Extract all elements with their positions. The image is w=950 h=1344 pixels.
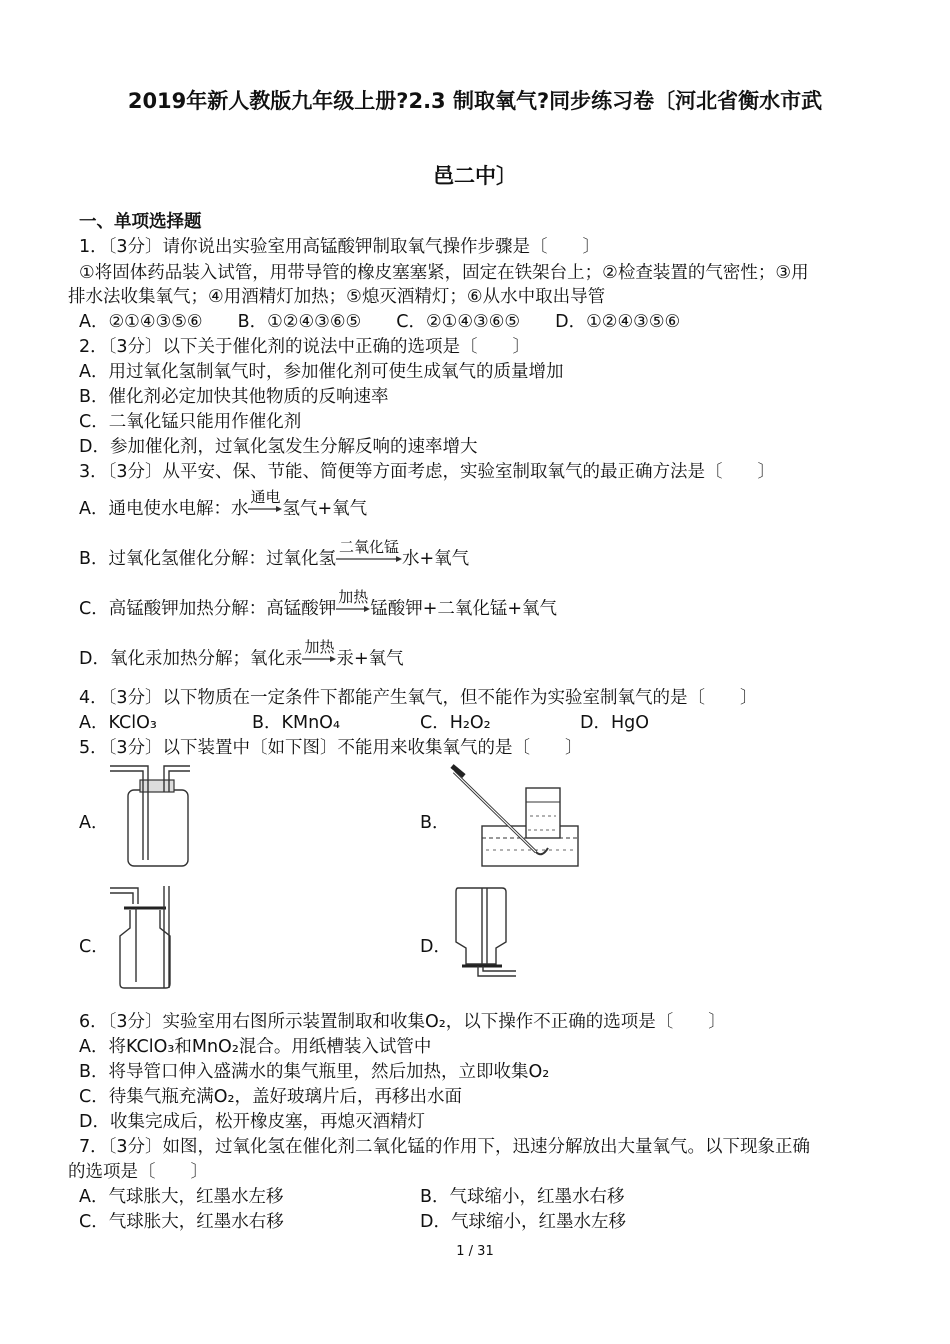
inverted-bottle-figure-d (452, 884, 518, 990)
section-heading: 一、单项选择题 (79, 212, 202, 232)
q3-c-reactant: C．高锰酸钾加热分解：高锰酸钾 (79, 599, 337, 619)
q5-option-c-label: C． (79, 937, 109, 957)
q2-option-d: D．参加催化剂，过氧化氢发生分解反响的速率增大 (79, 437, 478, 457)
q7-option-a: A．气球胀大，红墨水左移 (79, 1187, 284, 1207)
q7-option-c: C．气球胀大，红墨水右移 (79, 1212, 284, 1232)
q5-option-a-label: A． (79, 813, 109, 833)
reaction-arrow (302, 638, 336, 662)
q3-c-condition: 加热 (338, 588, 369, 606)
q6-text: 6．〔3分〕实验室用右图所示装置制取和收集O₂，以下操作不正确的选项是〔 〕 (79, 1012, 726, 1032)
reaction-arrow (336, 588, 370, 612)
q1-stem-b: 排水法收集氧气；④用酒精灯加热；⑤熄灭酒精灯；⑥从水中取出导管 (68, 287, 606, 307)
q3-option-a (79, 488, 368, 520)
q2-text: 2．〔3分〕以下关于催化剂的说法中正确的选项是〔 〕 (79, 337, 531, 357)
q1-text: 1．〔3分〕请你说出实验室用高锰酸钾制取氧气操作步骤是〔 〕 (79, 237, 601, 257)
q1-stem-a: ①将固体药品装入试管，用带导管的橡皮塞塞紧，固定在铁架台上；②检查装置的气密性；③用 (79, 263, 809, 283)
page-number: 1 / 31 (456, 1244, 494, 1259)
q4-option-a: A．KClO₃ (79, 713, 157, 733)
q4-option-c: C．H₂O₂ (420, 713, 491, 733)
q6-option-a: A．将KClO₃和MnO₂混合。用纸槽装入试管中 (79, 1037, 432, 1057)
gas-bottle-figure-c (108, 884, 174, 990)
q4-option-d: D．HgO (580, 713, 650, 733)
q3-c-product: 锰酸钾+二氧化锰+氧气 (370, 599, 558, 619)
q3-b-reactant: B．过氧化氢催化分解：过氧化氢 (79, 549, 337, 569)
q7-text-a: 7．〔3分〕如图，过氧化氢在催化剂二氧化锰的作用下，迅速分解放出大量氧气。以下现象正确 (79, 1137, 811, 1157)
q3-a-product: 氢气+氧气 (282, 499, 368, 519)
q3-a-reactant: A．通电使水电解：水 (79, 499, 249, 519)
gas-bottle-figure-a (108, 762, 192, 868)
doc-title-line2: 邑二中〕 (433, 164, 517, 188)
reaction-arrow (248, 488, 282, 512)
q5-option-d-label: D． (420, 937, 451, 957)
q5-text: 5．〔3分〕以下装置中〔如下图〕不能用来收集氧气的是〔 〕 (79, 738, 583, 758)
q3-option-c (79, 588, 558, 620)
q7-option-b: B．气球缩小，红墨水右移 (420, 1187, 625, 1207)
q2-option-a: A．用过氧化氢制氧气时，参加催化剂可使生成氧气的质量增加 (79, 362, 564, 382)
q7-text-b: 的选项是〔 〕 (68, 1162, 208, 1182)
q5-option-b-label: B． (420, 813, 450, 833)
q2-option-b: B．催化剂必定加快其他物质的反响速率 (79, 387, 389, 407)
q3-d-reactant: D．氧化汞加热分解；氧化汞 (79, 649, 303, 669)
q3-option-d (79, 638, 404, 670)
q3-a-condition: 通电 (250, 488, 281, 506)
q6-option-d: D．收集完成后，松开橡皮塞，再熄灭酒精灯 (79, 1112, 425, 1132)
q2-option-c: C．二氧化锰只能用作催化剂 (79, 412, 302, 432)
q7-option-d: D．气球缩小，红墨水左移 (420, 1212, 626, 1232)
q3-d-condition: 加热 (304, 638, 335, 656)
q3-text: 3．〔3分〕从平安、保、节能、简便等方面考虑，实验室制取氧气的最正确方法是〔 〕 (79, 462, 776, 482)
q6-option-b: B．将导管口伸入盛满水的集气瓶里，然后加热，立即收集O₂ (79, 1062, 550, 1082)
q1-options: A．②①④③⑤⑥ B．①②④③⑥⑤ C．②①④③⑥⑤ D．①②④③⑤⑥ (79, 312, 681, 332)
water-trough-figure-b (450, 760, 582, 868)
q4-text: 4．〔3分〕以下物质在一定条件下都能产生氧气，但不能作为实验室制氧气的是〔 〕 (79, 688, 758, 708)
q3-d-product: 汞+氧气 (336, 649, 404, 669)
q3-b-condition: 二氧化锰 (339, 538, 400, 556)
q3-b-product: 水+氧气 (402, 549, 470, 569)
reaction-arrow (336, 538, 402, 562)
q3-option-b (79, 538, 470, 570)
q6-option-c: C．待集气瓶充满O₂，盖好玻璃片后，再移出水面 (79, 1087, 463, 1107)
q4-option-b: B．KMnO₄ (252, 713, 340, 733)
doc-title-line1: 2019年新人教版九年级上册?2.3 制取氧气?同步练习卷〔河北省衡水市武 (127, 89, 823, 113)
